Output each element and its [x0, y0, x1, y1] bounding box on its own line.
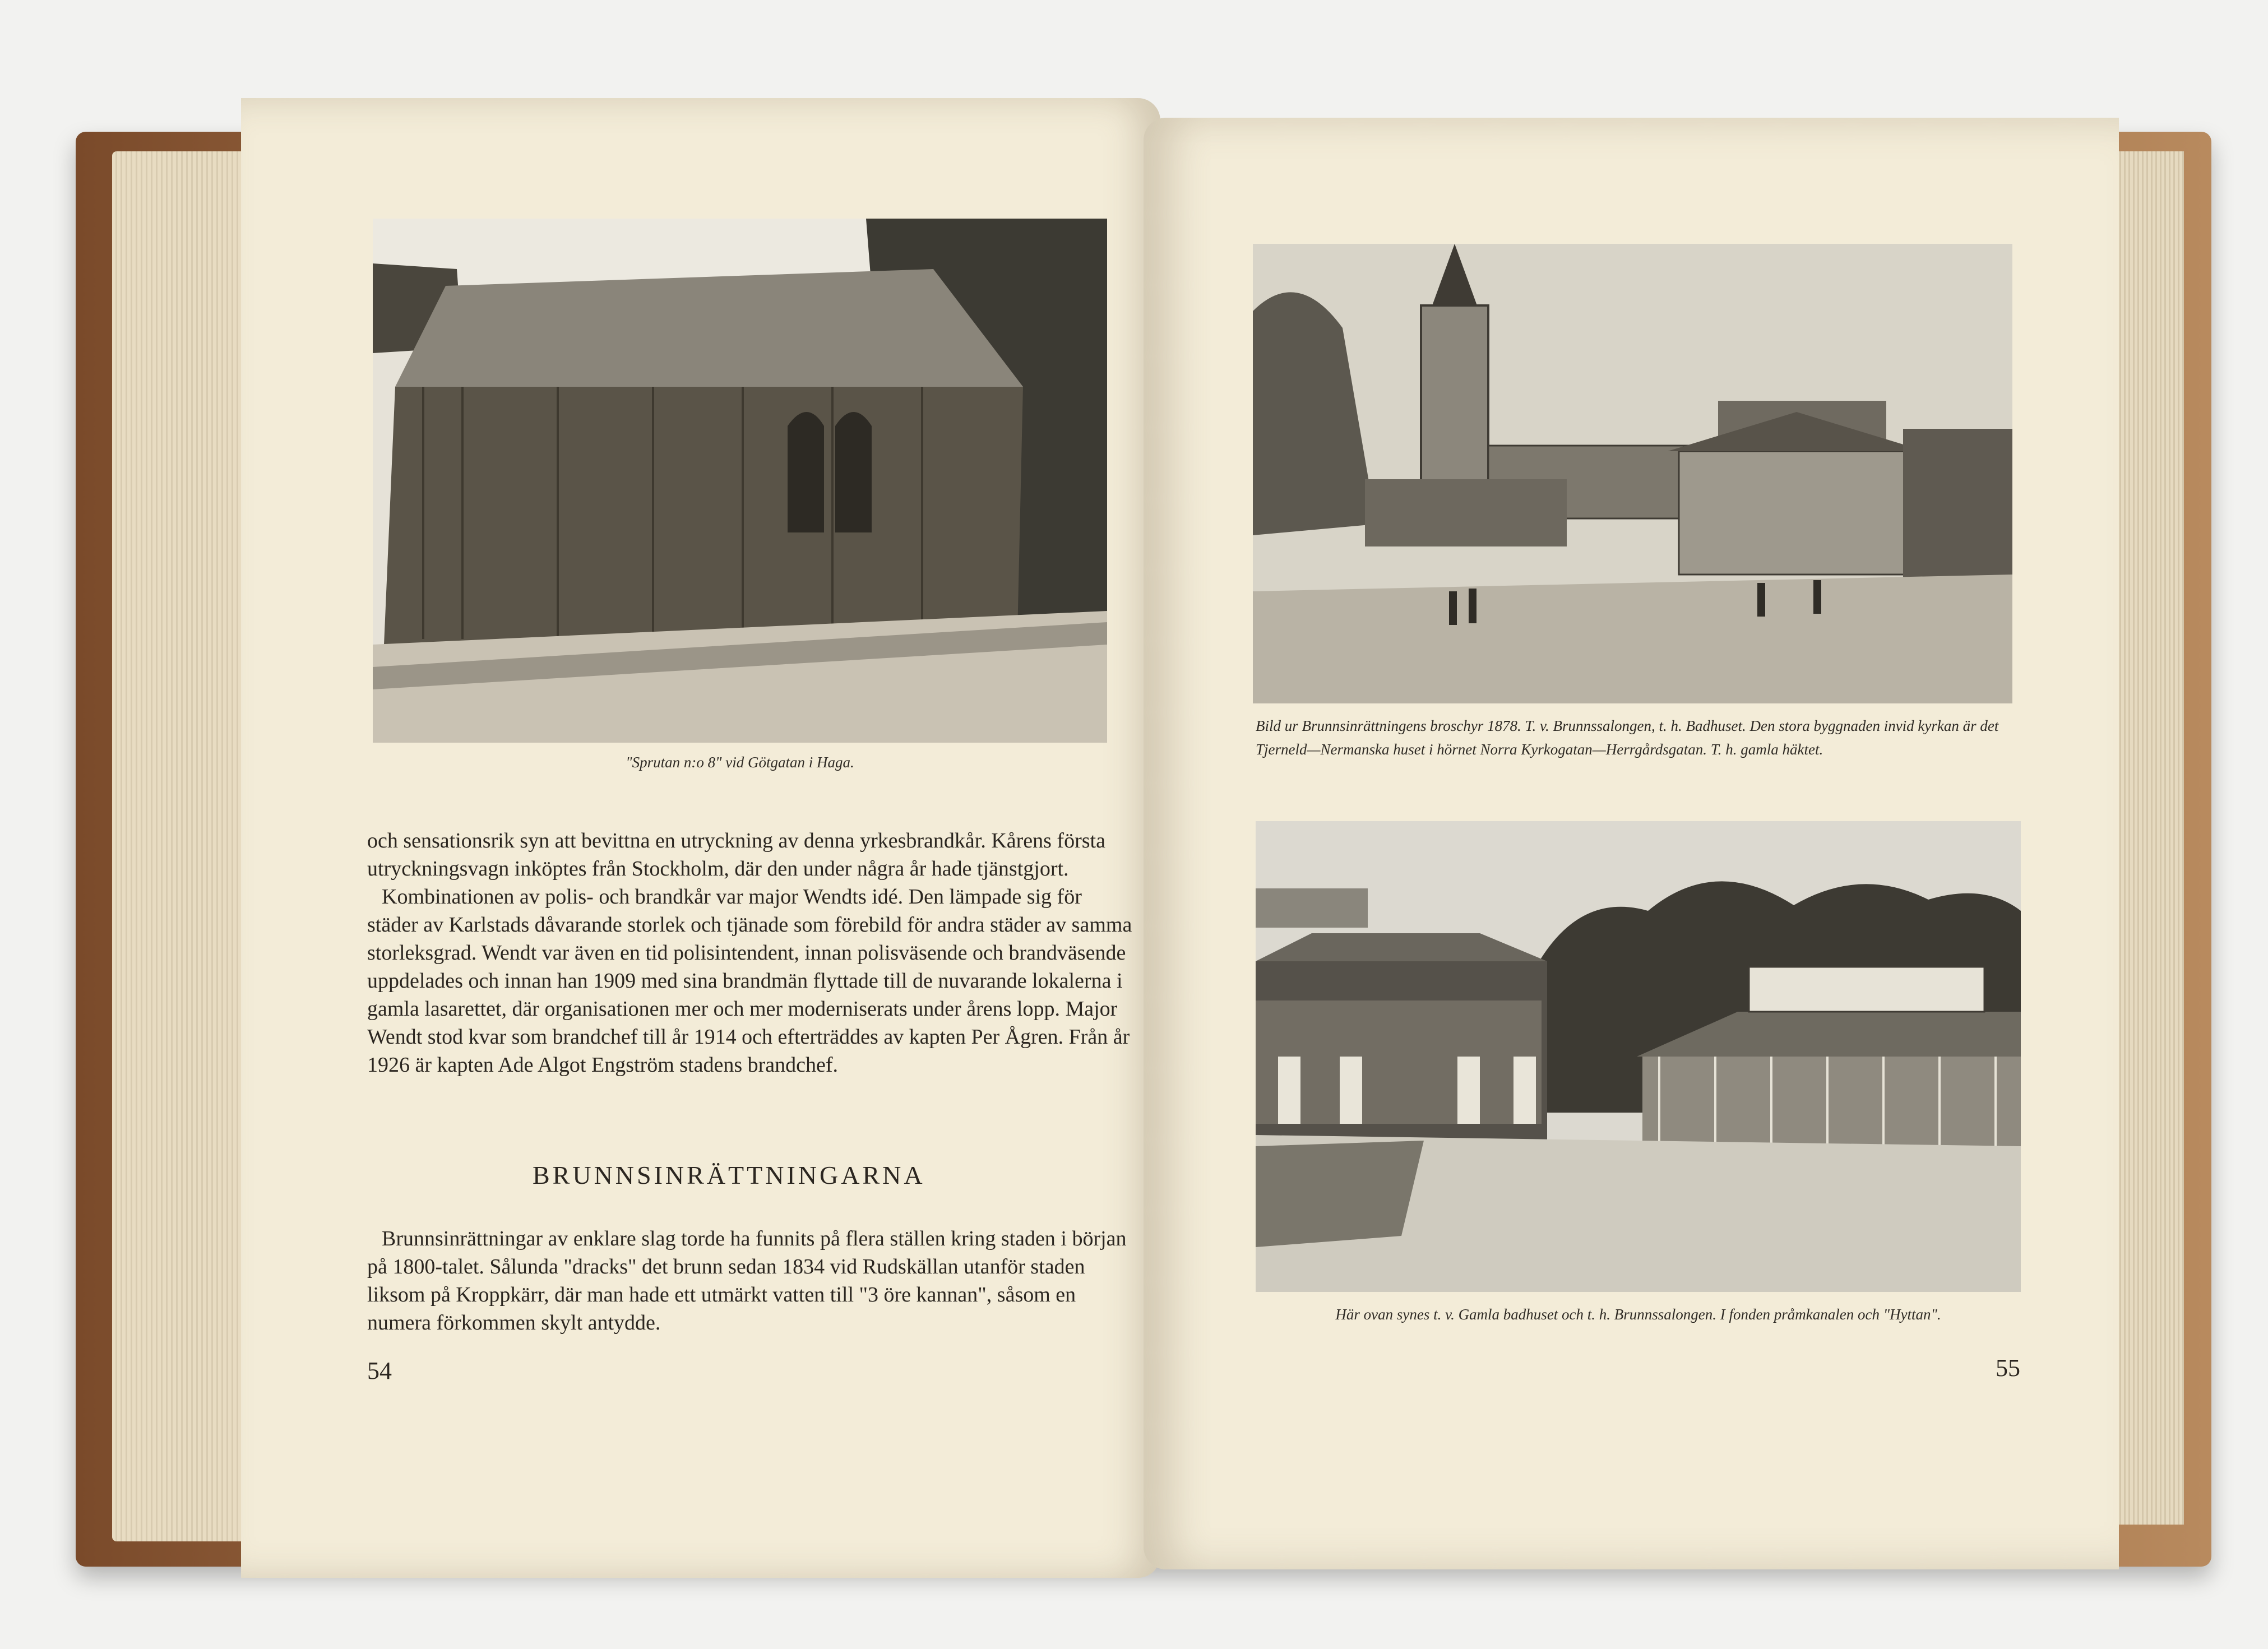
- body-text-lower: Brunnsinrättningar av enklare slag torde ha funnits på flera ställen kring staden i början på 1800-talet. Sålunda "dracks" det brunn sedan 1834 vid Rudskällan utanför staden liksom på Kroppkärr, där man hade ett utmärkt vatten till "3 öre kannan", såsom en numera förkommen skylt antydde.: [367, 1227, 1127, 1335]
- left-page: [241, 98, 1160, 1578]
- page-number: 54: [367, 1357, 392, 1384]
- photo-caption: "Sprutan n:o 8" vid Götgatan i Haga.: [626, 754, 854, 771]
- engraving-image: [1253, 244, 2012, 703]
- firehouse-photo: [373, 219, 1107, 743]
- bottom-image-caption: Här ovan synes t. v. Gamla badhuset och t. h. Brunnssalongen. I fonden pråmkanalen och "Hyttan".: [1335, 1306, 1941, 1323]
- right-page: [1144, 118, 2119, 1569]
- body-text-upper: [367, 827, 1138, 1079]
- top-image-caption: Bild ur Brunnsinrättningens broschyr 1878. T. v. Brunnssalongen, t. h. Badhuset. Den stora byggnaden invid kyrkan är det Tjerneld—Nermanska huset i hörnet Norra Kyrkogatan—Herrgårdsgatan. T. h. gamla häktet.: [1256, 717, 1999, 758]
- page-number: 55: [1996, 1354, 2020, 1382]
- paragraph: Kombinationen av polis- och brandkår var major Wendts idé. Den lämpade sig för städer av Karlstads dåvarande storlek och tjänade som förebild för andra städer av samma storleksgrad. Wendt var även en tid polisintendent, innan polisväsende och brandväsende uppdelades och innan han 1909 med sina brandmän flyttade till de nuvarande lokalerna i gamla lasarettet, där organisationen mer och mer moderniserats under årens lopp. Major Wendt stod kvar som brandchef till år 1914 och efterträddes av kapten Per Ågren. Från år 1926 är kapten Ade Algot Engström stadens brandchef.: [367, 885, 1132, 1077]
- section-heading: BRUNNSINRÄTTNINGARNA: [533, 1161, 925, 1189]
- paragraph: och sensationsrik syn att bevittna en utryckning av denna yrkesbrandkår. Kårens första utryckningsvagn inköptes från Stockholm, där den under några år hade tjänstgjort.: [367, 829, 1105, 881]
- bathhouse-photo: [1256, 821, 2021, 1292]
